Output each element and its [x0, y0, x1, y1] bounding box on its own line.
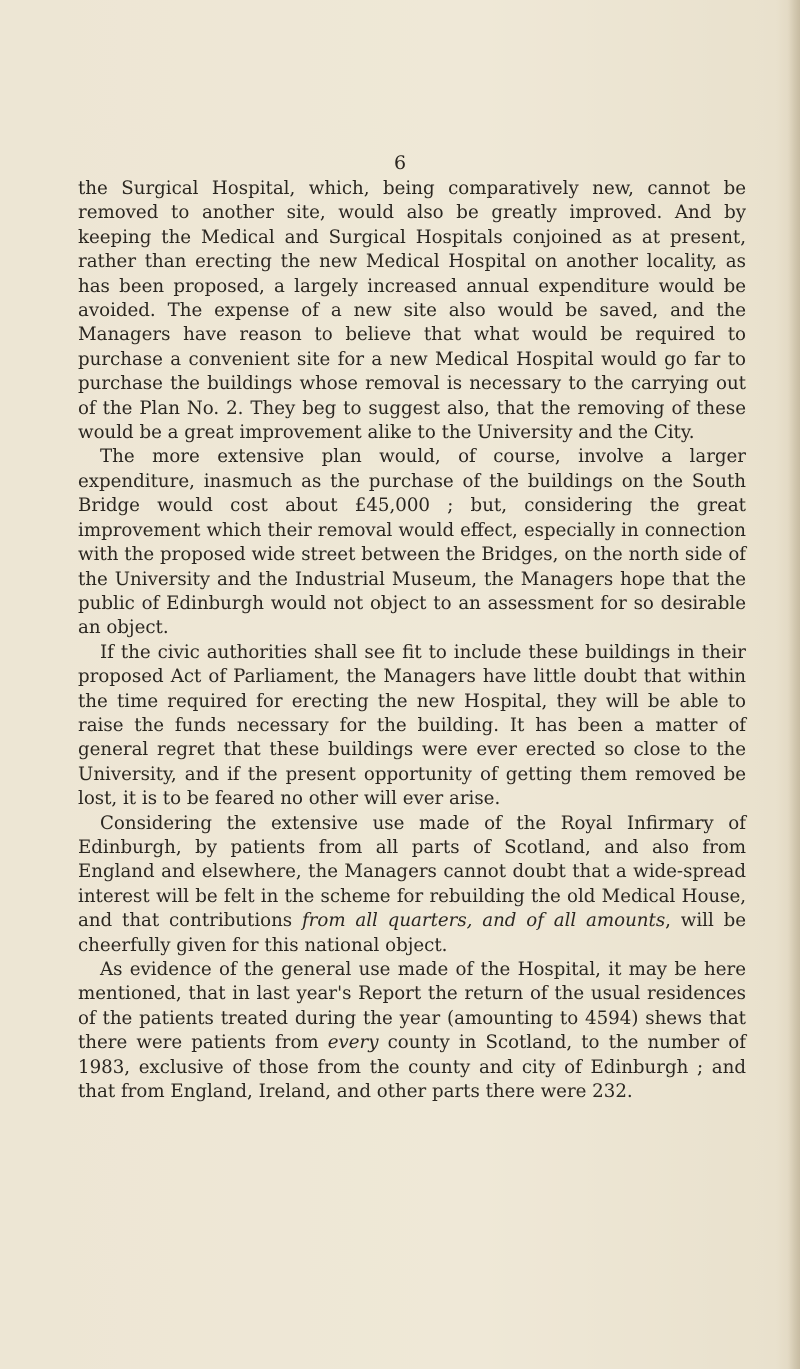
page-number: 6	[393, 152, 407, 174]
paragraph-4-text-b: , will be cheerfully given for this national object.	[78, 910, 746, 956]
body-text	[78, 177, 746, 1104]
paragraph-3-text: If the civic authorities shall see fit to include these buildings in their proposed Act of Parliament, the Managers have little doubt that within the time required for erecting the new Hospital, they will be able to raise the funds necessary for the building. It has been a matter of general regret that these buildings were ever erected so close to the University, and if the present opportunity of getting them removed be lost, it is to be feared no other will ever arise.	[78, 641, 746, 810]
paragraph-3	[78, 641, 746, 812]
paragraph-2-text: The more extensive plan would, of course, involve a larger expenditure, inasmuch as the purchase of the buildings on the South Bridge would cost about £45,000 ; but, considering the great improvement which their removal would effect, especially in connection with the proposed wide street between the Bridges, on the north side of the University and the Industrial Museum, the Managers hope that the public of Edinburgh would not object to an assessment for so desirable an object.	[78, 446, 746, 639]
paragraph-5-text-b: county in Scotland, to the number of 1983, exclusive of those from the county and city of Edinburgh ; and that from England, Ireland, and other parts there were 232.	[78, 1032, 746, 1103]
paragraph-1	[78, 177, 746, 445]
paragraph-5	[78, 958, 746, 1104]
paragraph-1-text: the Surgical Hospital, which, being comparatively new, cannot be removed to another site, would also be greatly improved. And by keeping the Medical and Surgical Hospitals conjoined as at present, rather than erecting the new Medical Hospital on another locality, as has been proposed, a largely increased annual expenditure would be avoided. The expense of a new site also would be saved, and the Managers have reason to believe that what would be required to purchase a convenient site for a new Medical Hospital would go far to purchase the buildings whose removal is necessary to the carrying out of the Plan No. 2. They beg to suggest also, that the removing of these would be a great improvement alike to the University and the City.	[78, 178, 746, 444]
paragraph-2	[78, 445, 746, 640]
page-edge-shadow	[788, 0, 800, 1369]
paragraph-5-text-a: As evidence of the general use made of the Hospital, it may be here mentioned, that in last year's Report the return of the usual residences of the patients treated during the year (amounting to 4594) shews that there were patients from	[78, 959, 746, 1054]
paragraph-5-italic: every	[327, 1032, 379, 1054]
paragraph-4	[78, 812, 746, 958]
paragraph-4-text-a: Considering the extensive use made of the Royal Infirmary of Edinburgh, by patients from all parts of Scotland, and also from England and elsewhere, the Managers cannot doubt that a wide-spread interest will be felt in the scheme for rebuilding the old Medical House, and that contributions	[78, 812, 746, 932]
paragraph-4-italic: from all quarters, and of all amounts	[301, 910, 666, 932]
